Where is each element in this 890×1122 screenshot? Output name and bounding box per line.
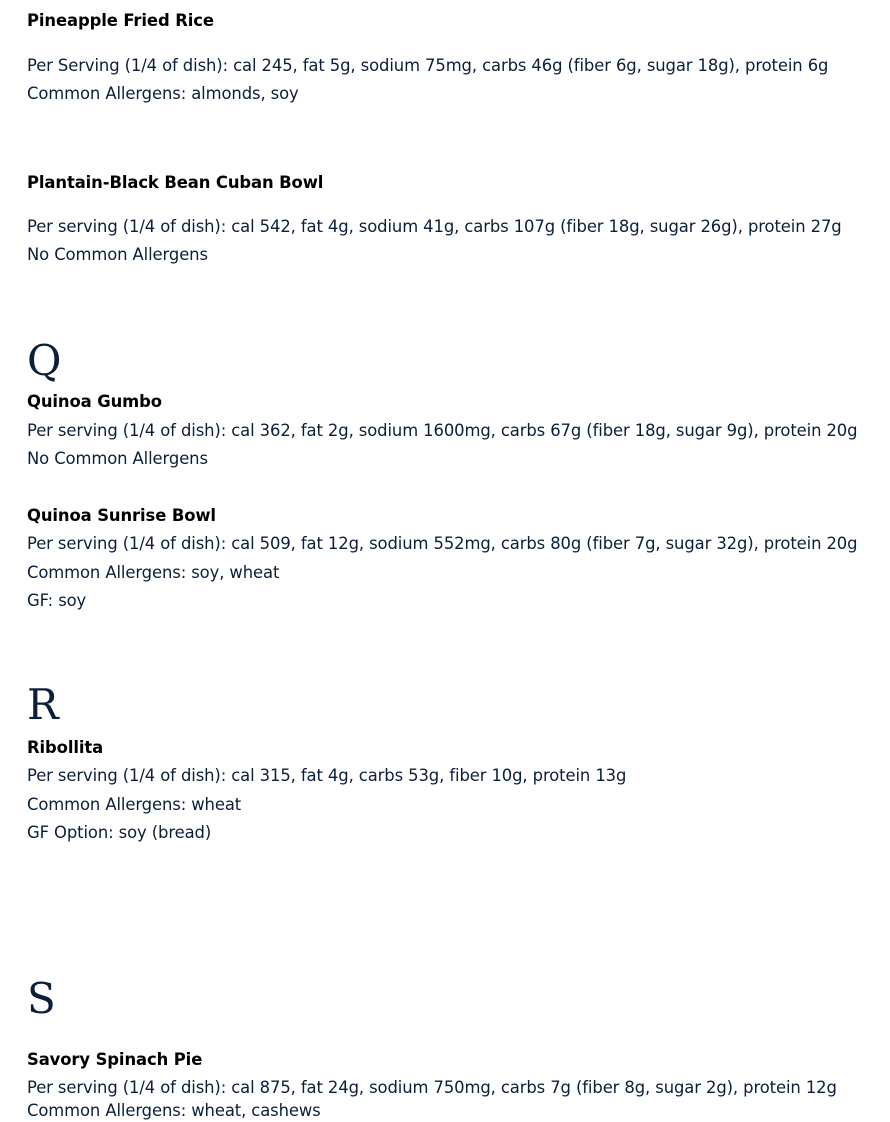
recipe-title: Savory Spinach Pie	[27, 1050, 203, 1069]
section-letter-q: Q	[27, 336, 62, 385]
recipe-title: Pineapple Fried Rice	[27, 11, 214, 30]
nutrition-line: Per serving (1/4 of dish): cal 875, fat 24g, sodium 750mg, carbs 7g (fiber 8g, sugar 2g), protein 12g	[27, 1078, 837, 1097]
recipe-title: Quinoa Sunrise Bowl	[27, 506, 216, 525]
allergens-line: Common Allergens: almonds, soy	[27, 84, 299, 103]
gf-line: GF: soy	[27, 591, 87, 610]
recipe-title: Plantain-Black Bean Cuban Bowl	[27, 173, 324, 192]
nutrition-line: Per serving (1/4 of dish): cal 542, fat 4g, sodium 41g, carbs 107g (fiber 18g, sugar 26g), protein 27g	[27, 217, 842, 236]
section-letter-s: S	[27, 974, 56, 1023]
nutrition-line: Per serving (1/4 of dish): cal 509, fat 12g, sodium 552mg, carbs 80g (fiber 7g, sugar 32g), protein 20g	[27, 534, 858, 553]
allergens-line: No Common Allergens	[27, 449, 208, 468]
allergens-line: No Common Allergens	[27, 245, 208, 264]
allergens-line: Common Allergens: soy, wheat	[27, 563, 280, 582]
nutrition-line: Per Serving (1/4 of dish): cal 245, fat 5g, sodium 75mg, carbs 46g (fiber 6g, sugar 18g), protein 6g	[27, 56, 829, 75]
recipe-title: Quinoa Gumbo	[27, 392, 162, 411]
nutrition-line: Per serving (1/4 of dish): cal 362, fat 2g, sodium 1600mg, carbs 67g (fiber 18g, sugar 9g), protein 20g	[27, 421, 858, 440]
section-letter-r: R	[27, 680, 59, 729]
gf-option-line: GF Option: soy (bread)	[27, 823, 212, 842]
nutrition-line: Per serving (1/4 of dish): cal 315, fat 4g, carbs 53g, fiber 10g, protein 13g	[27, 766, 627, 785]
recipe-title: Ribollita	[27, 738, 104, 757]
allergens-line: Common Allergens: wheat	[27, 795, 242, 814]
allergens-line: Common Allergens: wheat, cashews	[27, 1101, 321, 1120]
